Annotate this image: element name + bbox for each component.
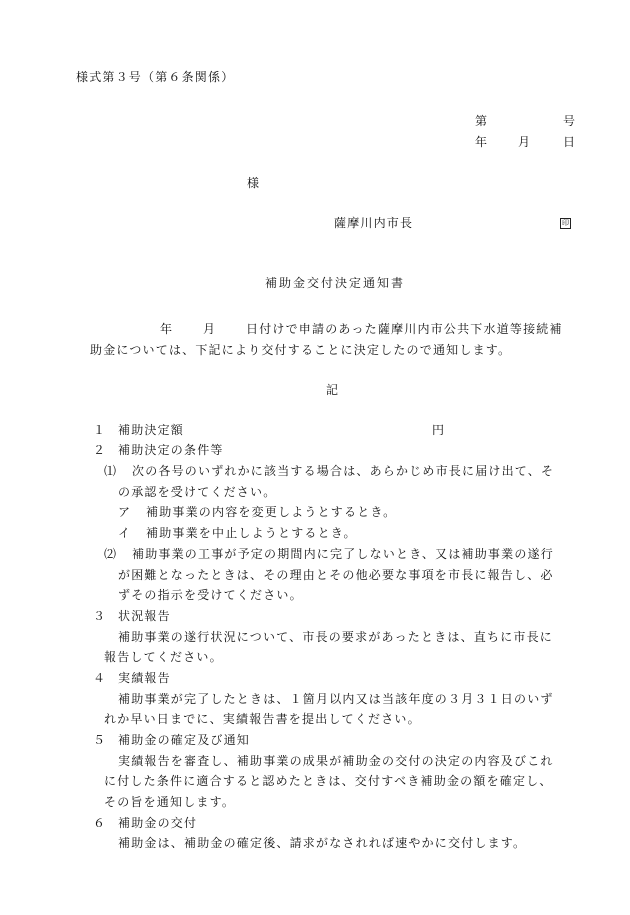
item5-line1: 実績報告を審査し、補助事業の成果が補助金の交付の決定の内容及びこれ	[118, 754, 554, 768]
item3-line1: 補助事業の遂行状況について、市長の要求があったときは、直ちに市長に	[118, 630, 554, 644]
date-month-label: 月	[518, 135, 532, 149]
item5-label: 補助金の確定及び通知	[118, 733, 251, 747]
intro-line1: 日付けで申請のあった薩摩川内市公共下水道等接続補	[246, 322, 563, 336]
item1-number: １	[93, 423, 107, 437]
item1-unit: 円	[432, 423, 446, 437]
item5-number: ５	[93, 733, 107, 747]
item5-line3: その旨を通知します。	[104, 795, 236, 809]
item2-number: ２	[93, 443, 107, 457]
item2-label: 補助決定の条件等	[118, 443, 224, 457]
item3-line2: 報告してください。	[104, 650, 223, 664]
intro-year: 年	[160, 322, 174, 336]
item6-number: ６	[93, 816, 107, 830]
item4-line2: れか早い日までに、実績報告書を提出してください。	[104, 712, 421, 726]
seal-mark	[560, 214, 571, 229]
item3-label: 状況報告	[118, 609, 171, 623]
item6-line1: 補助金は、補助金の確定後、請求がなされれば速やかに交付します。	[118, 836, 527, 850]
item5-line2: に付した条件に適合すると認めたときは、交付すべき補助金の額を確定し、	[104, 774, 553, 788]
document-number-suffix: 号	[563, 114, 577, 128]
seal-stamp: 印	[562, 219, 569, 227]
item2-sub1-i-text: 補助事業を中止しようとするとき。	[146, 526, 357, 540]
item2-sub1-a-number: ア	[118, 505, 132, 519]
item2-sub2-line1: 補助事業の工事が予定の期間内に完了しないとき、又は補助事業の遂行	[132, 547, 554, 561]
date-day-label: 日	[563, 135, 577, 149]
item4-line1: 補助事業が完了したときは、１箇月以内又は当該年度の３月３１日のいず	[118, 692, 554, 706]
intro-month: 月	[203, 322, 217, 336]
ki-label: 記	[326, 383, 340, 397]
item2-sub1-i-number: イ	[118, 526, 132, 540]
date-year-label: 年	[475, 135, 489, 149]
item3-number: ３	[93, 609, 107, 623]
issuer-name: 薩摩川内市長	[334, 216, 414, 230]
item2-sub2-line3: ずその指示を受けてください。	[118, 588, 303, 602]
item2-sub1-line2: の承認を受けてください。	[118, 485, 277, 499]
item2-sub1-line1: 次の各号のいずれかに該当する場合は、あらかじめ市長に届け出て、そ	[132, 464, 555, 478]
item2-sub1-number: ⑴	[104, 464, 118, 478]
item2-sub1-a-text: 補助事業の内容を変更しようとするとき。	[146, 505, 397, 519]
item4-label: 実績報告	[118, 671, 171, 685]
document-title: 補助金交付決定通知書	[265, 276, 406, 290]
form-number: 様式第３号（第６条関係）	[76, 70, 235, 84]
item6-label: 補助金の交付	[118, 816, 198, 830]
item1-label: 補助決定額	[118, 423, 185, 437]
document-number-label: 第	[475, 114, 489, 128]
intro-line2: 助金については、下記により交付することに決定したので通知します。	[90, 343, 512, 357]
item2-sub2-line2: が困難となったときは、その理由とその他必要な事項を市長に報告し、必	[118, 568, 554, 582]
item2-sub2-number: ⑵	[104, 547, 118, 561]
addressee-suffix: 様	[247, 176, 261, 190]
item4-number: ４	[93, 671, 107, 685]
